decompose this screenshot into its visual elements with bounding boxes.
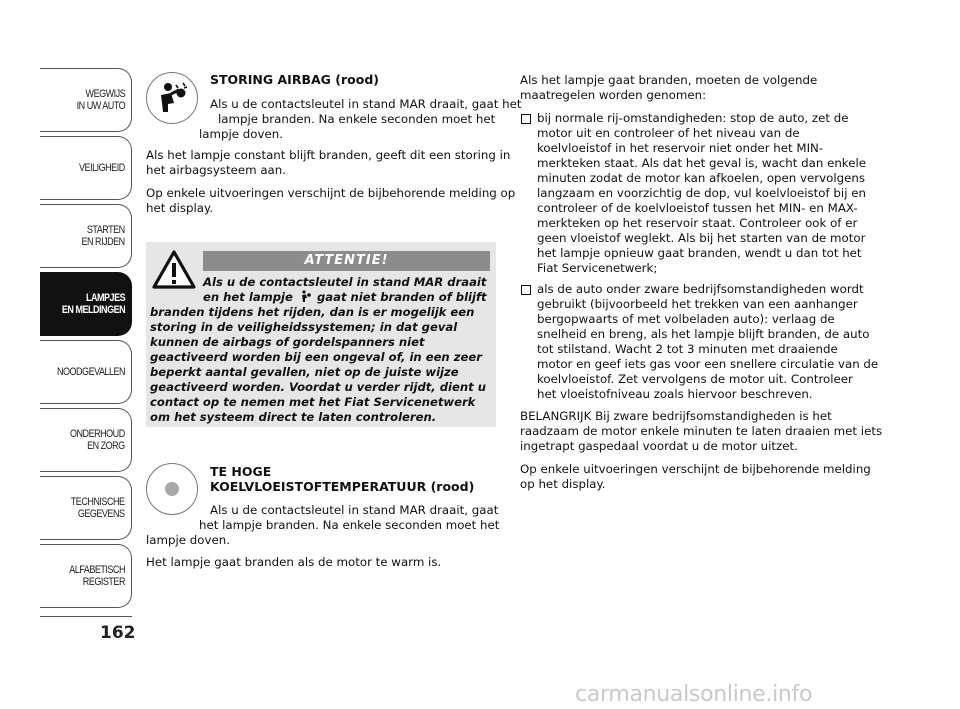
bullet-text: het vloeistofniveau zoals hiervoor beschreven. bbox=[537, 387, 813, 401]
airbag-text: lampje branden. Na enkele seconden moet het bbox=[218, 112, 496, 126]
warning-text: contact op te nemen met het Fiat Servicenetwerk bbox=[150, 395, 476, 409]
airbag-warning-icon bbox=[146, 72, 198, 124]
bullet-text: bij normale rij-omstandigheden: stop de auto, zet de bbox=[537, 111, 849, 125]
warning-text: beperkt aantal gevallen, niet op de juiste wijze bbox=[150, 365, 459, 379]
display-note: Op enkele uitvoeringen verschijnt de bijbehorende melding bbox=[520, 462, 871, 476]
airbag-text: Als het lampje constant blijft branden, geeft dit een storing in bbox=[146, 148, 511, 162]
airbag-text: het airbagsysteem aan. bbox=[146, 163, 287, 177]
bullet-text: het lampje opnieuw gaat branden, wendt u dan tot het bbox=[537, 246, 862, 260]
bullet-text: Fiat Servicenetwerk; bbox=[537, 261, 658, 275]
bullet-text: merkteken staat. Als dat het geval is, wacht dan enkele bbox=[537, 156, 867, 170]
tab-lampjes[interactable] bbox=[40, 272, 132, 336]
important-note: BELANGRIJK Bij zware bedrijfsomstandigheden is het bbox=[520, 409, 832, 423]
airbag-text: lampje doven. bbox=[199, 127, 283, 141]
bullet-text: tot stilstand. Wacht 2 tot 3 minuten met draaiende bbox=[537, 342, 838, 356]
sidebar-divider bbox=[40, 616, 132, 617]
bullet-text: koelvloeistof. Zet vervolgens de motor uit. Controleer bbox=[537, 372, 853, 386]
warning-text: om het systeem direct te laten controleren. bbox=[150, 410, 437, 424]
bullet-checkbox-icon bbox=[521, 285, 531, 295]
watermark: carmanualsonline.info bbox=[575, 682, 813, 707]
coolant-warning-icon bbox=[146, 463, 198, 515]
bullet-text: merkteken op het reservoir staat. Controleer ook of er bbox=[537, 216, 858, 230]
tab-label: ONDERHOUD EN ZORG bbox=[70, 428, 125, 452]
bullet-text: langzaam en voorzichtig de dop, vul koelvloeistof bij en bbox=[537, 186, 866, 200]
warning-text: en het lampje bbox=[203, 290, 293, 304]
airbag-heading: STORING AIRBAG (rood) bbox=[210, 72, 379, 87]
tab-label: ALFABETISCH REGISTER bbox=[69, 564, 125, 588]
coolant-heading: KOELVLOEISTOFTEMPERATUUR (rood) bbox=[210, 479, 475, 494]
tab-noodgevallen[interactable] bbox=[40, 340, 132, 404]
tab-label: LAMPJES EN MELDINGEN bbox=[61, 292, 125, 316]
tab-label: NOODGEVALLEN bbox=[56, 366, 125, 378]
airbag-text: het display. bbox=[146, 201, 214, 215]
chapter-sidebar bbox=[40, 68, 132, 612]
warning-text: storing in de veiligheidssystemen; in dat geval bbox=[150, 320, 458, 334]
warning-text: geactiveerd worden bij een ongeval of, in een zeer bbox=[150, 350, 482, 364]
tab-technische[interactable] bbox=[40, 476, 132, 540]
bullet-text: gebruikt (bijvoorbeeld het trekken van een aanhanger bbox=[537, 297, 858, 311]
bullet-text: motor en geef iets gas voor een snellere circulatie van de bbox=[537, 357, 879, 371]
right-intro: maatregelen worden genomen: bbox=[520, 88, 707, 102]
bullet-text: geen vloeistof weglekt. Als bij het starten van de motor bbox=[537, 231, 866, 245]
bullet-text: minuten zodat de motor kan afkoelen, open vervolgens bbox=[537, 171, 865, 185]
warning-text: branden tijdens het rijden, dan is er mogelijk een bbox=[150, 305, 475, 319]
tab-wegwijs[interactable] bbox=[40, 68, 132, 132]
coolant-heading: TE HOGE bbox=[210, 464, 272, 479]
coolant-text: het lampje branden. Na enkele seconden moet het bbox=[199, 518, 500, 532]
tab-label: WEGWIJS IN UW AUTO bbox=[76, 88, 125, 112]
warning-text: Als u de contactsleutel in stand MAR draait bbox=[203, 275, 487, 289]
tab-label: STARTEN EN RIJDEN bbox=[81, 224, 125, 248]
warning-triangle-icon bbox=[152, 250, 196, 295]
tab-alfabetisch[interactable] bbox=[40, 544, 132, 608]
bullet-text: bergopwaarts of met volbeladen auto): verlaag de bbox=[537, 312, 835, 326]
tab-label: VEILIGHEID bbox=[79, 162, 125, 174]
bullet-text: snelheid en breng, als het lampje blijft branden, de auto bbox=[537, 327, 870, 341]
page-number: 162 bbox=[100, 623, 136, 643]
bullet-text: motor uit en controleer of het niveau van de bbox=[537, 126, 800, 140]
bullet-checkbox-icon bbox=[521, 114, 531, 124]
bullet-text: controleer of de koelvloeistof tussen het MIN- en MAX- bbox=[537, 201, 858, 215]
warning-text: kunnen de airbags of gordelspanners niet bbox=[150, 335, 425, 349]
warning-text: gaat niet branden of blijft bbox=[317, 290, 487, 304]
display-note: op het display. bbox=[520, 477, 606, 491]
warning-text: geactiveerd worden. Voordat u verder rijdt, dient u bbox=[150, 380, 486, 394]
important-note: ingetrapt gaspedaal voordat u de motor uitzet. bbox=[520, 439, 798, 453]
tab-veiligheid[interactable] bbox=[40, 136, 132, 200]
coolant-text: lampje doven. bbox=[146, 533, 230, 547]
tab-onderhoud[interactable] bbox=[40, 408, 132, 472]
bullet-text: als de auto onder zware bedrijfsomstandigheden wordt bbox=[537, 282, 864, 296]
important-note: raadzaam de motor enkele minuten te laten draaien met iets bbox=[520, 424, 883, 438]
coolant-text: Het lampje gaat branden als de motor te warm is. bbox=[146, 555, 442, 569]
right-intro: Als het lampje gaat branden, moeten de volgende bbox=[520, 73, 818, 87]
tab-starten[interactable] bbox=[40, 204, 132, 268]
airbag-text: Op enkele uitvoeringen verschijnt de bijbehorende melding op bbox=[146, 186, 516, 200]
coolant-text: Als u de contactsleutel in stand MAR draait, gaat bbox=[210, 503, 499, 517]
warning-title: ATTENTIE! bbox=[203, 251, 490, 271]
airbag-text: Als u de contactsleutel in stand MAR draait, gaat het bbox=[210, 97, 522, 111]
bullet-text: koelvloeistof in het reservoir niet onder het MIN- bbox=[537, 141, 824, 155]
tab-label: TECHNISCHE GEGEVENS bbox=[71, 496, 125, 520]
